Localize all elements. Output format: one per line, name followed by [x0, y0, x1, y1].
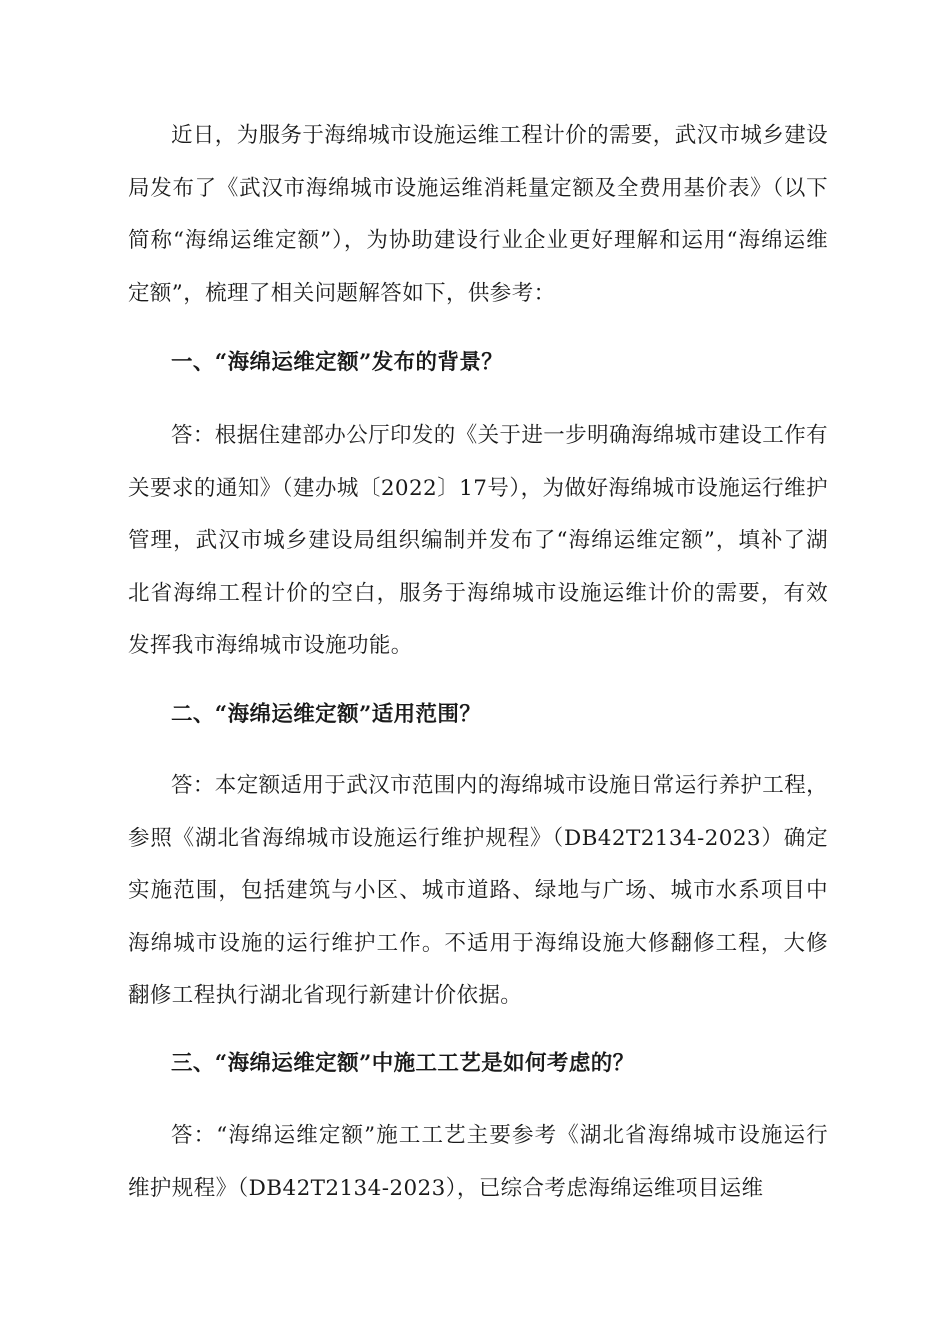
section-2-heading: 二、“海绵运维定额”适用范围？ — [171, 702, 482, 727]
section-3-answer: 答：“海绵运维定额”施工工艺主要参考《湖北省海绵城市设施运行维护规程》（DB42T2134-2023），已综合考虑海绵运维项目运维 — [128, 1123, 828, 1201]
intro-paragraph: 近日，为服务于海绵城市设施运维工程计价的需要，武汉市城乡建设局发布了《武汉市海绵城市设施运维消耗量定额及全费用基价表》（以下简称“海绵运维定额”），为协助建设行业企业更好理解和运用“海绵运维定额”，梳理了相关问题解答如下，供参考： — [128, 123, 829, 306]
section-2-answer: 答：本定额适用于武汉市范围内的海绵城市设施日常运行养护工程，参照《湖北省海绵城市设施运行维护规程》（DB42T2134-2023）确定实施范围，包括建筑与小区、城市道路、绿地与广场、城市水系项目中海绵城市设施的运行维护工作。不适用于海绵设施大修翻修工程，大修翻修工程执行湖北省现行新建计价依据。 — [128, 773, 829, 1008]
section-3-heading: 三、“海绵运维定额”中施工工艺是如何考虑的？ — [171, 1051, 635, 1076]
section-1-heading: 一、“海绵运维定额”发布的背景？ — [171, 350, 504, 375]
section-1-answer: 答：根据住建部办公厅印发的《关于进一步明确海绵城市建设工作有关要求的通知》（建办城〔2022〕17号），为做好海绵城市设施运行维护管理，武汉市城乡建设局组织编制并发布了“海绵运维定额”，填补了湖北省海绵工程计价的空白，服务于海绵城市设施运维计价的需要，有效发挥我市海绵城市设施功能。 — [128, 423, 829, 658]
